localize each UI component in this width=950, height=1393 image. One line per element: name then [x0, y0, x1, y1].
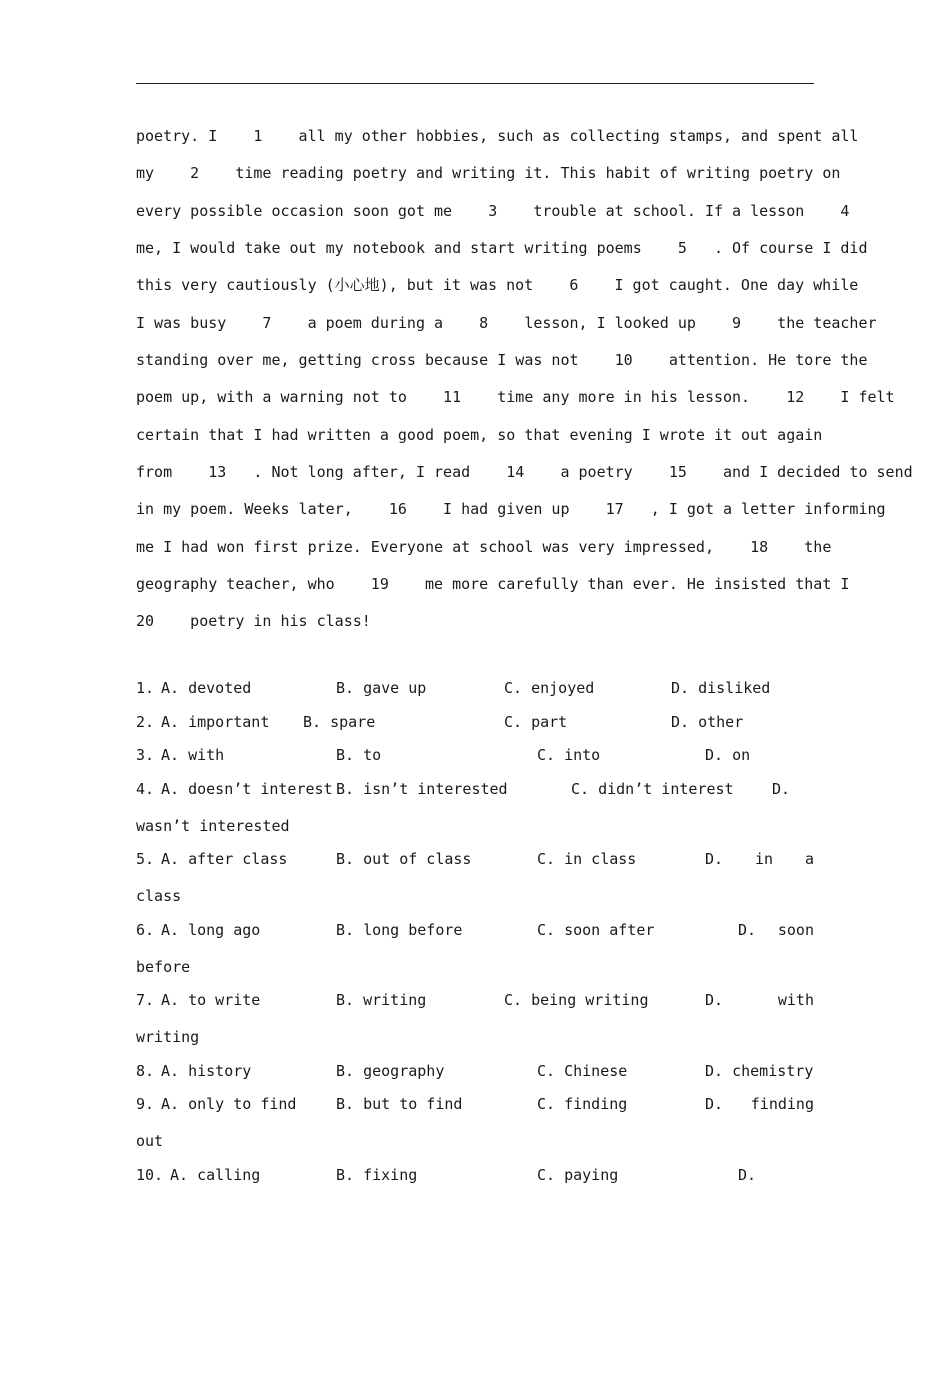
option-d: D. other: [671, 712, 744, 731]
option-a: A. calling: [170, 1165, 261, 1184]
option-d: D.: [772, 779, 791, 798]
option-a: A. with: [161, 746, 225, 764]
option-a: A. long ago: [161, 920, 261, 939]
option-c: C. in class: [537, 850, 637, 868]
passage-line: me, I would take out my notebook and start writing poems 5 . Of course I did: [136, 239, 868, 258]
option-d-continued: wasn’t interested: [136, 816, 290, 835]
question-row: [136, 706, 814, 740]
question-number: 4.: [136, 779, 155, 798]
option-d-continued: out: [136, 1132, 164, 1150]
passage-line: 20 poetry in his class!: [136, 612, 371, 631]
passage-line: geography teacher, who 19 me more carefully than ever. He insisted that I: [136, 575, 850, 594]
option-a: A. history: [161, 1061, 252, 1080]
option-c: C. enjoyed: [504, 679, 595, 697]
option-c: C. soon after: [537, 920, 655, 939]
option-d-continued: writing: [136, 1028, 200, 1046]
cloze-passage: [136, 118, 913, 641]
option-a: A. doesn’t interest: [161, 779, 333, 798]
option-d-word: in: [754, 850, 774, 868]
option-d-letter: D.: [738, 920, 757, 939]
option-d: [705, 1088, 814, 1122]
option-d-letter: D.: [705, 1095, 724, 1113]
passage-line: from 13 . Not long after, I read 14 a poetry 15 and I decided to send: [136, 463, 913, 482]
option-c: C. part: [504, 712, 568, 731]
option-c: C. paying: [537, 1165, 619, 1184]
passage-line: poem up, with a warning not to 11 time any more in his lesson. 12 I felt: [136, 388, 895, 407]
option-a: A. important: [161, 712, 270, 731]
option-b: B. isn’t interested: [336, 779, 508, 798]
option-c: C. finding: [537, 1095, 628, 1113]
option-d: [738, 914, 814, 948]
option-d: D. chemistry: [705, 1061, 814, 1080]
question-row: [136, 1055, 814, 1089]
option-d-continued: before: [136, 957, 191, 976]
option-a: A. only to find: [161, 1095, 297, 1113]
option-d: D. disliked: [671, 679, 771, 697]
header-rule: [136, 83, 814, 84]
option-d-continued: class: [136, 887, 182, 905]
question-number: 6.: [136, 920, 155, 939]
question-number: 8.: [136, 1061, 155, 1080]
question-row: [136, 1159, 814, 1193]
option-b: B. fixing: [336, 1165, 418, 1184]
option-b: B. out of class: [336, 850, 472, 868]
option-d: D. on: [705, 746, 751, 764]
option-d-word: with: [777, 991, 814, 1009]
question-row: [136, 914, 814, 951]
option-c: C. Chinese: [537, 1061, 628, 1080]
passage-line: me I had won first prize. Everyone at school was very impressed, 18 the: [136, 537, 832, 556]
option-d: [705, 843, 814, 877]
option-d-word: finding: [750, 1095, 814, 1113]
question-row: [136, 739, 814, 773]
option-c: C. being writing: [504, 991, 649, 1009]
passage-line: every possible occasion soon got me 3 trouble at school. If a lesson 4: [136, 201, 850, 220]
passage-line: in my poem. Weeks later, 16 I had given up 17 , I got a letter informing: [136, 500, 886, 519]
option-b: B. writing: [336, 991, 427, 1009]
option-b: B. long before: [336, 920, 463, 939]
passage-line: standing over me, getting cross because I was not 10 attention. He tore the: [136, 351, 868, 370]
option-b: B. to: [336, 746, 382, 764]
question-row: [136, 843, 814, 880]
option-a: A. after class: [161, 850, 288, 868]
option-d-word: a: [804, 850, 814, 868]
question-options: [136, 672, 814, 1192]
question-row: [136, 1088, 814, 1125]
question-number: 3.: [136, 746, 155, 764]
option-b: B. gave up: [336, 679, 427, 697]
question-number: 1.: [136, 679, 155, 697]
question-row: [136, 672, 814, 706]
passage-line: certain that I had written a good poem, so that evening I wrote it out again: [136, 425, 823, 444]
question-number: 5.: [136, 850, 155, 868]
option-b: B. spare: [303, 712, 376, 731]
option-d-word: soon: [777, 920, 814, 939]
option-d-letter: D.: [705, 850, 724, 868]
question-row: [136, 984, 814, 1021]
question-number: 2.: [136, 712, 155, 731]
passage-line: poetry. I 1 all my other hobbies, such as collecting stamps, and spent all: [136, 127, 859, 145]
option-b: B. but to find: [336, 1095, 463, 1113]
passage-line: this very cautiously (小心地), but it was not 6 I got caught. One day while: [136, 276, 859, 295]
option-c: C. didn’t interest: [571, 779, 734, 798]
option-b: B. geography: [336, 1061, 445, 1080]
question-row: [136, 773, 814, 810]
option-c: C. into: [537, 746, 601, 764]
question-number: 9.: [136, 1095, 155, 1113]
question-number: 10.: [136, 1165, 164, 1184]
passage-line: my 2 time reading poetry and writing it. This habit of writing poetry on: [136, 164, 841, 183]
option-d-letter: D.: [705, 991, 724, 1009]
option-d: [705, 984, 814, 1018]
option-a: A. to write: [161, 991, 261, 1009]
option-a: A. devoted: [161, 679, 252, 697]
question-number: 7.: [136, 991, 155, 1009]
option-d: D.: [738, 1165, 757, 1184]
passage-line: I was busy 7 a poem during a 8 lesson, I looked up 9 the teacher: [136, 313, 877, 332]
